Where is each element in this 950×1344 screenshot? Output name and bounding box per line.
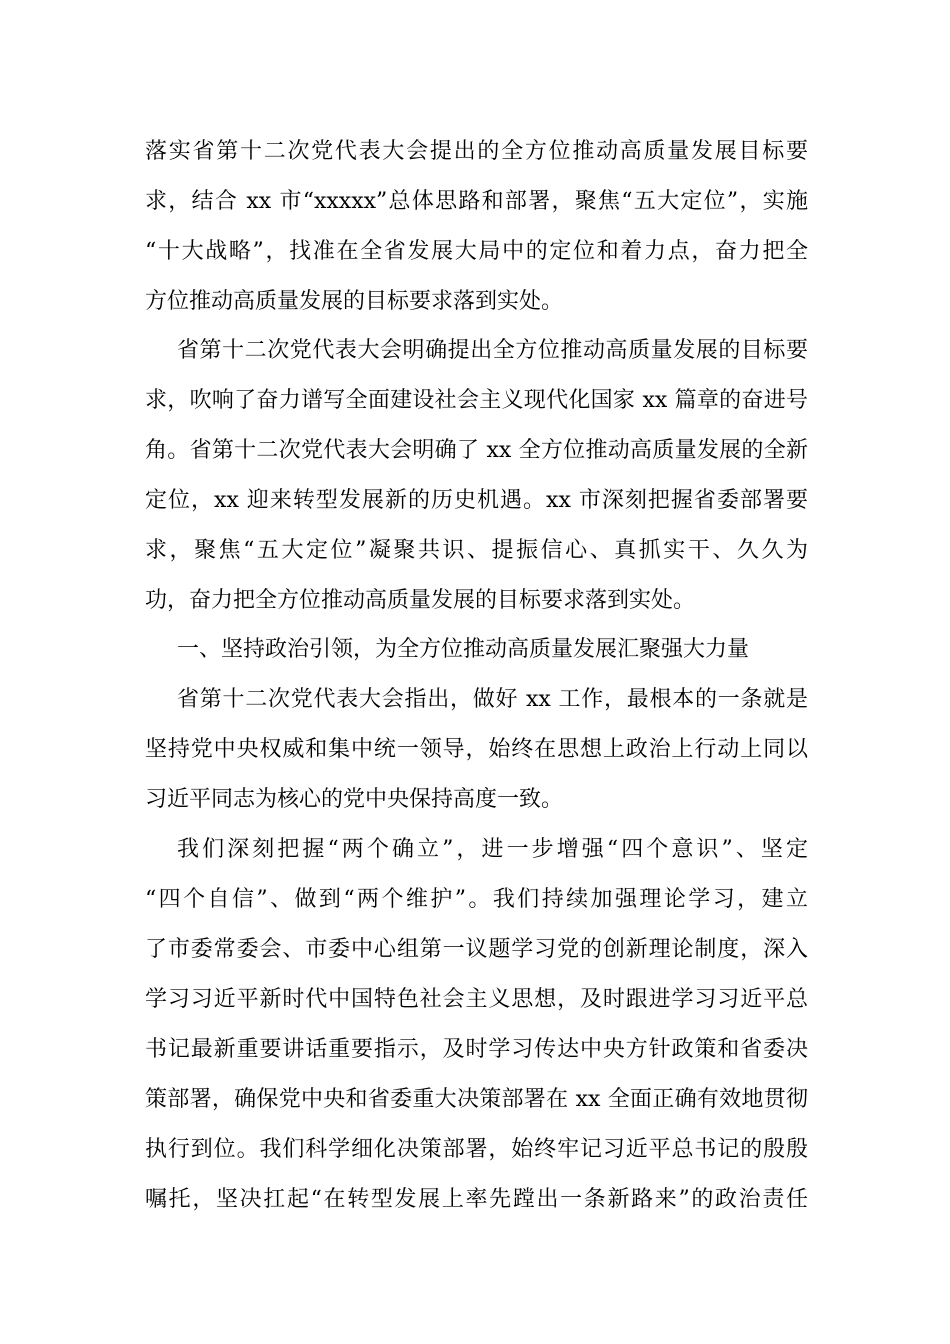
paragraph-4-line-5: 书记最新重要讲话重要指示，及时学习传达中央方针政策和省委决 bbox=[145, 1037, 808, 1062]
paragraph-1-line-1: 落实省第十二次党代表大会提出的全方位推动高质量发展目标要 bbox=[145, 139, 808, 164]
paragraph-4-line-4: 学习习近平新时代中国特色社会主义思想，及时跟进学习习近平总 bbox=[145, 987, 808, 1012]
paragraph-2-line-5: 求，聚焦“五大定位”凝聚共识、提振信心、真抓实干、久久为 bbox=[145, 538, 808, 563]
paragraph-4-line-2: “四个自信”、做到“两个维护”。我们持续加强理论学习，建立 bbox=[145, 887, 808, 912]
paragraph-2-line-4: 定位，xx 迎来转型发展新的历史机遇。xx 市深刻把握省委部署要 bbox=[145, 488, 808, 513]
paragraph-4-line-8: 嘱托，坚决扛起“在转型发展上率先蹚出一条新路来”的政治责任 bbox=[145, 1187, 808, 1212]
paragraph-3-line-1: 省第十二次党代表大会指出，做好 xx 工作，最根本的一条就是 bbox=[177, 687, 808, 712]
paragraph-2-line-6: 功，奋力把全方位推动高质量发展的目标要求落到实处。 bbox=[145, 588, 696, 613]
paragraph-4-line-6: 策部署，确保党中央和省委重大决策部署在 xx 全面正确有效地贯彻 bbox=[145, 1087, 808, 1112]
paragraph-4-line-3: 了市委常委会、市委中心组第一议题学习党的创新理论制度，深入 bbox=[145, 937, 808, 962]
paragraph-4-line-7: 执行到位。我们科学细化决策部署，始终牢记习近平总书记的殷殷 bbox=[145, 1137, 808, 1162]
paragraph-3-line-2: 坚持党中央权威和集中统一领导，始终在思想上政治上行动上同以 bbox=[145, 737, 808, 762]
paragraph-1-line-3: “十大战略”，找准在全省发展大局中的定位和着力点，奋力把全 bbox=[145, 239, 808, 264]
paragraph-1-line-4: 方位推动高质量发展的目标要求落到实处。 bbox=[145, 289, 564, 314]
paragraph-2-line-1: 省第十二次党代表大会明确提出全方位推动高质量发展的目标要 bbox=[177, 338, 808, 363]
paragraph-1-line-2: 求，结合 xx 市“xxxxx”总体思路和部署，聚焦“五大定位”，实施 bbox=[145, 189, 808, 214]
paragraph-4-line-1: 我们深刻把握“两个确立”，进一步增强“四个意识”、坚定 bbox=[177, 837, 808, 862]
section-heading-1: 一、坚持政治引领，为全方位推动高质量发展汇聚强大力量 bbox=[177, 637, 750, 662]
paragraph-2-line-3: 角。省第十二次党代表大会明确了 xx 全方位推动高质量发展的全新 bbox=[145, 438, 808, 463]
paragraph-2-line-2: 求，吹响了奋力谱写全面建设社会主义现代化国家 xx 篇章的奋进号 bbox=[145, 388, 808, 413]
paragraph-3-line-3: 习近平同志为核心的党中央保持高度一致。 bbox=[145, 787, 564, 812]
